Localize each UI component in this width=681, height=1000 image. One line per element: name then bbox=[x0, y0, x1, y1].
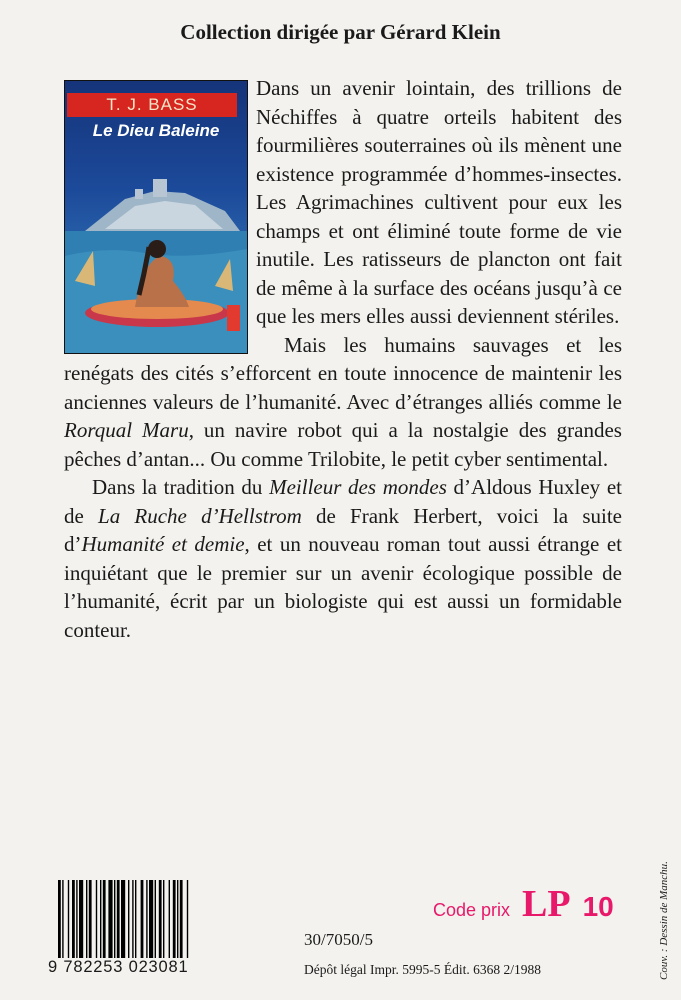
price-series: LP bbox=[522, 883, 571, 925]
barcode bbox=[56, 880, 248, 960]
legal-deposit: Dépôt légal Impr. 5995-5 Édit. 6368 2/1988 bbox=[304, 962, 541, 977]
italic-title-meilleur: Meilleur des mondes bbox=[269, 475, 447, 499]
price-number: 10 bbox=[582, 891, 614, 922]
cover-credit: Couv. : Dessin de Manchu. bbox=[658, 861, 670, 980]
collection-heading: Collection dirigée par Gérard Klein bbox=[180, 20, 501, 44]
blurb-paragraph-1: Dans un avenir lointain, des trillions de Néchiffes à quatre orteils habitent des fourmilières souterraines où ils mènent une existence programmée d’hommes-insectes. Les Agrimachines cultivent pour eux les champs et ont éliminé toute forme de vie inutile. Les ratisseurs de plancton ont fait de même à la surface des océans jusqu’à ce que les mers elles aussi deviennent stériles. bbox=[256, 76, 622, 328]
price-code bbox=[433, 882, 614, 926]
edition-code: 30/7050/5 bbox=[304, 930, 373, 949]
cover-title: Le Dieu Baleine bbox=[92, 121, 220, 140]
italic-title-ruche: La Ruche d’Hellstrom bbox=[98, 503, 302, 528]
blurb bbox=[64, 74, 622, 644]
italic-title-rorqual: Rorqual Maru bbox=[64, 418, 189, 442]
blurb-paragraph-3: Dans la tradition du Meilleur des mondes d’Aldous Huxley et de La Ruche d’Hellstrom de Frank Herbert, voici la suite d’Humanité et demie, et un nouveau roman tout aussi étrange et inquiétant que le premier sur un avenir écologique possible de l’humanité, écrit par un biologiste qui est aussi un formidable conteur. bbox=[64, 475, 622, 642]
price-label: Code prix bbox=[433, 900, 511, 920]
cover-author-band: T. J. BASS bbox=[67, 93, 237, 117]
blurb-paragraph-2: Mais les humains sauvages et les renégats des cités s’efforcent en toute innocence de maintenir les anciennes valeurs de l’humanité. Avec d’étranges alliés comme le Rorqual Maru, un navire robot qui a la nostalgie des grandes pêches d’antan... Ou comme Trilobite, le petit cyber sentimental. bbox=[64, 332, 622, 471]
italic-title-humanite: Humanité et demie bbox=[81, 532, 245, 556]
barcode-digits: 9 782253 023081 bbox=[48, 958, 189, 976]
